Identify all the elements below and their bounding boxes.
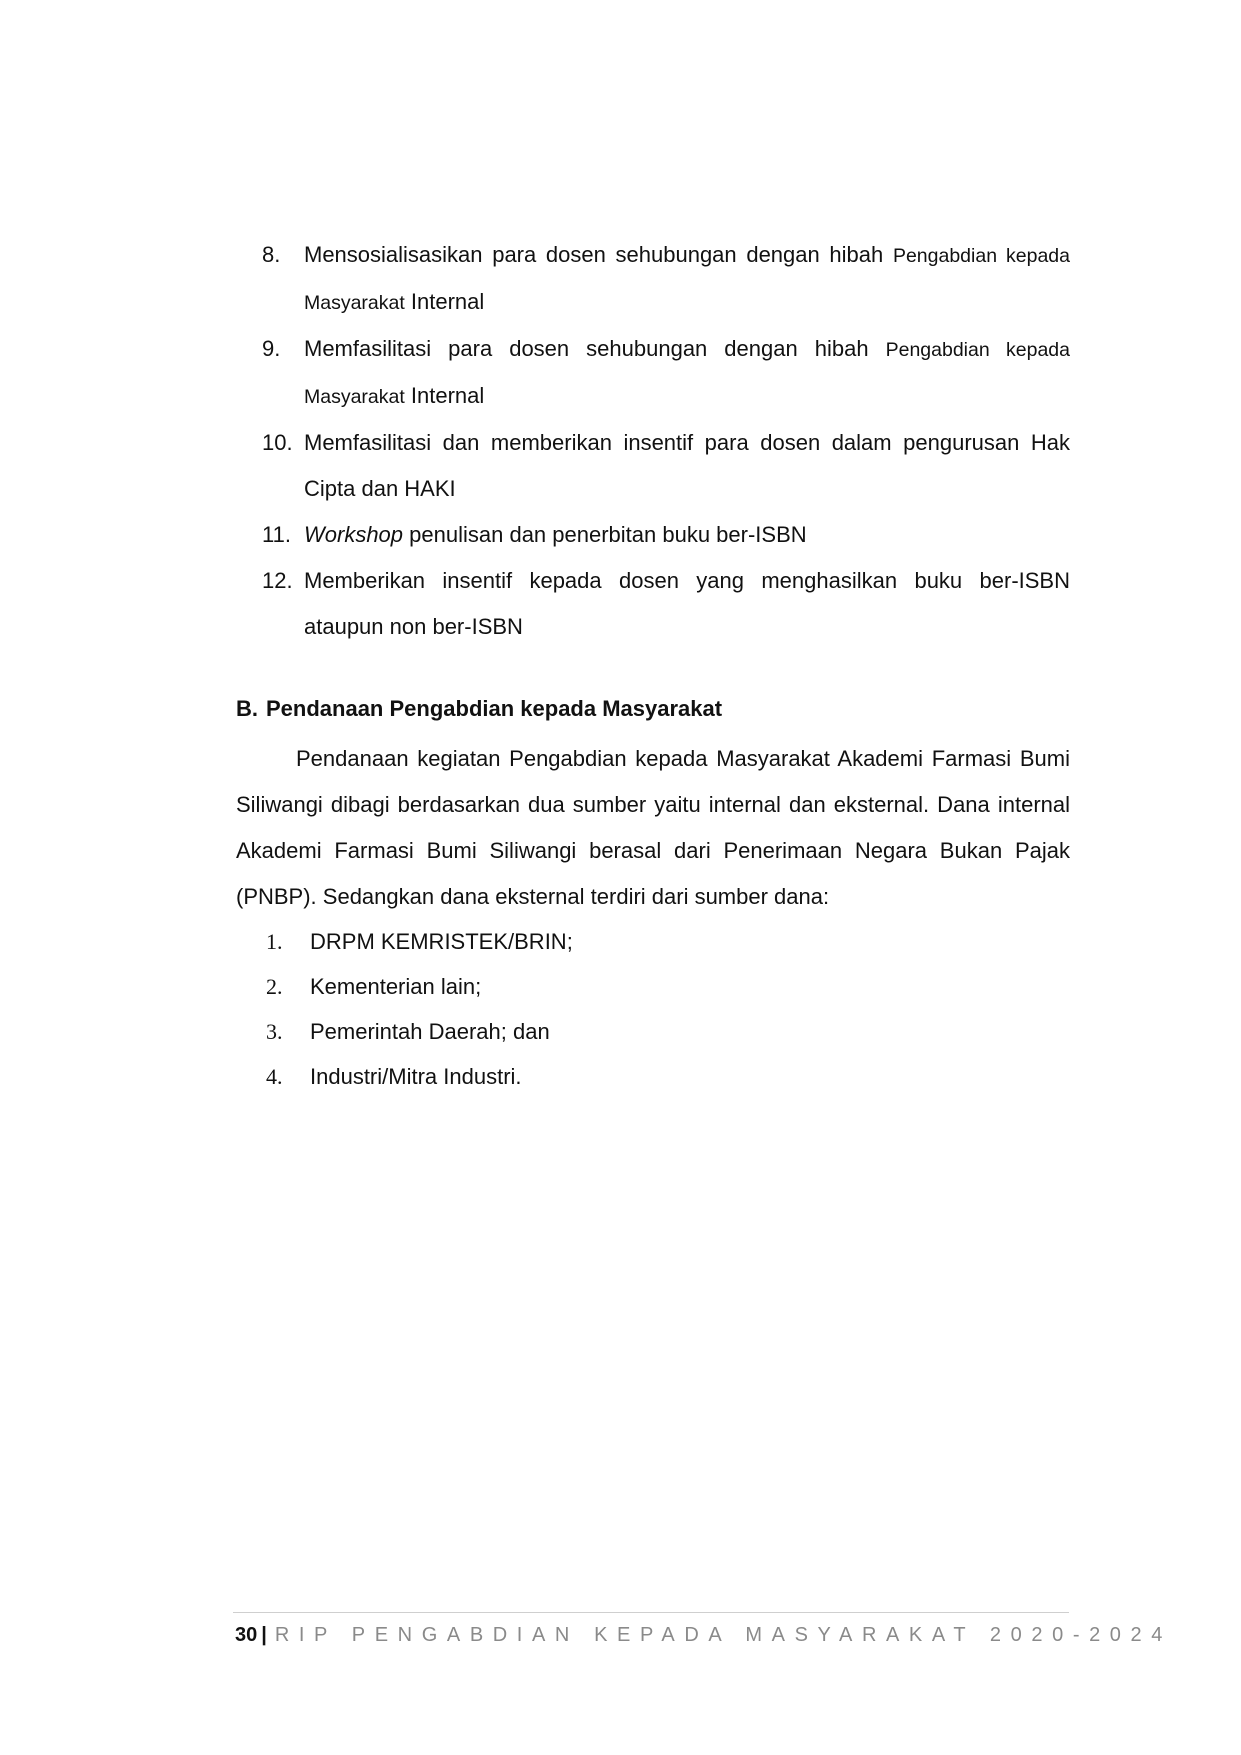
- footer-separator: |: [261, 1624, 267, 1646]
- page-footer: [235, 1621, 1172, 1649]
- list-item-text-tail: Internal: [404, 289, 485, 314]
- activity-list: [262, 232, 1070, 650]
- list-item-small-text: Pengabdian kepada Masyarakat: [304, 245, 1070, 314]
- section-title: Pendanaan Pengabdian kepada Masyarakat: [266, 696, 723, 721]
- list-item-text: DRPM KEMRISTEK/BRIN;: [310, 929, 573, 954]
- page-number: 30: [235, 1624, 258, 1646]
- list-item-text: Kementerian lain;: [310, 974, 482, 999]
- list-item-number: 9.: [262, 336, 281, 361]
- list-item-number: 2.: [266, 974, 283, 999]
- list-item-text-tail: Internal: [404, 383, 485, 408]
- list-item-text: Memberikan insentif kepada dosen yang menghasilkan buku ber-ISBN ataupun non ber-ISBN: [304, 568, 1070, 639]
- list-item-text: penulisan dan penerbitan buku ber-ISBN: [403, 522, 807, 547]
- list-item-text: Industri/Mitra Industri.: [310, 1064, 522, 1089]
- list-item: [262, 326, 1070, 420]
- list-item-number: 8.: [262, 242, 281, 267]
- list-item: [266, 919, 573, 964]
- list-item-number: 1.: [266, 929, 283, 954]
- list-item: [266, 964, 573, 1009]
- list-item-italic-text: Workshop: [304, 522, 404, 547]
- list-item-small-text: Pengabdian kepada Masyarakat: [304, 339, 1070, 408]
- list-item: [266, 1054, 573, 1099]
- section-heading: [236, 689, 722, 729]
- list-item-number: 4.: [266, 1064, 283, 1089]
- list-item-number: 12.: [262, 568, 293, 593]
- list-item-text: Memfasilitasi dan memberikan insentif para dosen dalam pengurusan Hak Cipta dan HAKI: [304, 430, 1070, 501]
- running-title: RIP PENGABDIAN KEPADA MASYARAKAT 2020-2024: [274, 1624, 1172, 1646]
- section-paragraph: Pendanaan kegiatan Pengabdian kepada Masyarakat Akademi Farmasi Bumi Siliwangi dibagi berdasarkan dua sumber yaitu internal dan eksternal. Dana internal Akademi Farmasi Bumi Siliwangi berasal dari Penerimaan Negara Bukan Pajak (PNBP). Sedangkan dana eksternal terdiri dari sumber dana:: [236, 746, 1070, 909]
- list-item-text: Pemerintah Daerah; dan: [310, 1019, 550, 1044]
- footer-divider: [233, 1612, 1069, 1613]
- list-item-number: 10.: [262, 430, 293, 455]
- list-item: [266, 1009, 573, 1054]
- list-item: [262, 420, 1070, 512]
- list-item-text: Mensosialisasikan para dosen sehubungan dengan hibah: [304, 242, 893, 267]
- list-item-number: 11.: [262, 522, 291, 547]
- section-letter: B.: [236, 696, 258, 721]
- list-item-number: 3.: [266, 1019, 283, 1044]
- list-item: [262, 558, 1070, 650]
- funding-sources-list: [266, 919, 573, 1099]
- list-item: [262, 512, 1070, 558]
- list-item-text: Memfasilitasi para dosen sehubungan dengan hibah: [304, 336, 886, 361]
- list-item: [262, 232, 1070, 326]
